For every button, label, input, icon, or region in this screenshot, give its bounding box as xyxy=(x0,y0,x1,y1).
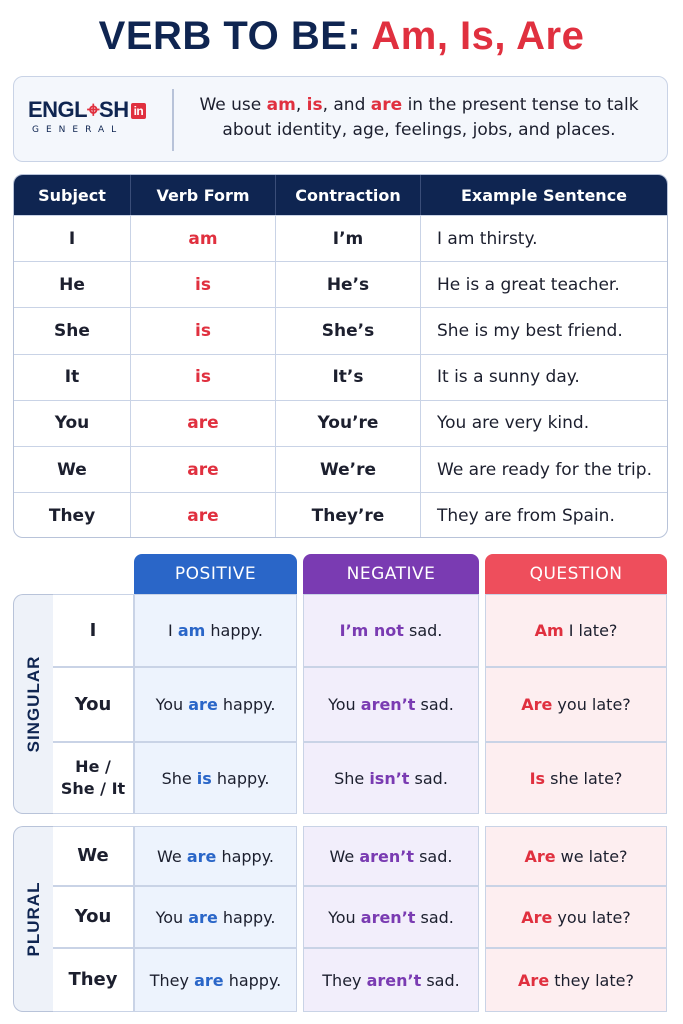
verb-form-cell: is xyxy=(131,262,276,307)
subject-cell: They xyxy=(14,493,131,538)
negative-cell xyxy=(303,826,479,886)
negative-pre: They xyxy=(322,970,367,990)
positive-verb: are xyxy=(194,970,224,990)
positive-verb: is xyxy=(196,768,212,788)
header-verb-form: Verb Form xyxy=(131,175,276,215)
negative-cell xyxy=(303,594,479,667)
plural-label: PLURAL xyxy=(23,881,43,957)
negative-cell xyxy=(303,742,479,814)
negative-pre: We xyxy=(329,846,360,866)
conjugation-rows xyxy=(14,215,667,538)
intro-are: are xyxy=(370,95,403,115)
table-row xyxy=(14,354,667,400)
logo-text-accent: SH xyxy=(99,97,129,122)
question-cell xyxy=(485,742,667,814)
title-part-1: VERB TO BE: xyxy=(98,14,372,58)
header-contraction: Contraction xyxy=(276,175,421,215)
positive-cell xyxy=(134,742,297,814)
negative-post: sad. xyxy=(421,970,460,990)
negative-post: sad. xyxy=(403,621,443,640)
negative-verb: aren’t xyxy=(360,907,416,927)
question-post: I late? xyxy=(563,621,618,640)
positive-pre: She xyxy=(161,768,197,788)
header-example: Example Sentence xyxy=(460,185,628,205)
positive-pre: You xyxy=(155,695,189,714)
negative-verb: isn’t xyxy=(369,768,410,788)
plural-group xyxy=(13,826,53,1012)
subject-label: We xyxy=(53,826,134,886)
example-cell: I am thirsty. xyxy=(437,228,538,249)
conjugation-header-row xyxy=(14,175,667,215)
example-cell: We are ready for the trip. xyxy=(437,459,652,480)
negative-post: sad. xyxy=(414,846,453,866)
table-row xyxy=(14,446,667,492)
positive-pre: I xyxy=(168,621,178,640)
intro-text xyxy=(184,93,654,143)
positive-post: happy. xyxy=(216,846,274,866)
negative-pre: You xyxy=(328,907,361,927)
negative-verb: aren’t xyxy=(359,846,414,866)
positive-pre: You xyxy=(155,907,189,927)
negative-post: sad. xyxy=(409,768,448,788)
intro-t2: , xyxy=(295,95,307,115)
question-cell xyxy=(485,886,667,948)
question-cell xyxy=(485,948,667,1012)
contraction-cell: It’s xyxy=(276,355,421,400)
subject-label: You xyxy=(53,667,134,742)
intro-is: is xyxy=(306,95,323,115)
intro-am: am xyxy=(266,95,296,115)
contraction-cell: You’re xyxy=(276,401,421,446)
question-verb: Is xyxy=(529,768,546,788)
question-verb: Are xyxy=(524,846,556,866)
table-row xyxy=(14,307,667,353)
subject-cell: I xyxy=(14,216,131,261)
negative-cell xyxy=(303,667,479,742)
contraction-cell: They’re xyxy=(276,493,421,538)
negative-header: NEGATIVE xyxy=(303,554,479,594)
header-subject: Subject xyxy=(14,175,131,215)
positive-cell xyxy=(134,886,297,948)
positive-verb: are xyxy=(188,695,218,714)
subject-label: You xyxy=(53,886,134,948)
positive-cell xyxy=(134,948,297,1012)
singular-label: SINGULAR xyxy=(23,655,43,753)
subject-label: He / She / It xyxy=(53,742,134,814)
question-post: you late? xyxy=(552,907,631,927)
intro-t3: , and xyxy=(322,95,371,115)
positive-verb: are xyxy=(188,907,218,927)
intro-divider xyxy=(172,89,174,151)
subject-cell: You xyxy=(14,401,131,446)
negative-pre: You xyxy=(328,695,361,714)
positive-verb: are xyxy=(186,846,217,866)
negative-pre: She xyxy=(334,768,370,788)
example-cell: It is a sunny day. xyxy=(437,367,580,388)
table-row xyxy=(14,492,667,538)
verb-form-cell: are xyxy=(131,493,276,538)
table-row xyxy=(14,400,667,446)
example-cell: He is a great teacher. xyxy=(437,274,620,295)
negative-post: sad. xyxy=(415,695,454,714)
title-part-2: Am, Is, Are xyxy=(371,14,585,58)
question-post: we late? xyxy=(555,846,628,866)
question-header: QUESTION xyxy=(485,554,667,594)
question-cell xyxy=(485,826,667,886)
question-verb: Are xyxy=(518,970,550,990)
negative-verb: aren’t xyxy=(366,970,422,990)
subject-cell: He xyxy=(14,262,131,307)
positive-cell xyxy=(134,826,297,886)
conjugation-table xyxy=(13,174,668,538)
negative-verb: aren’t xyxy=(360,695,416,714)
intro-box xyxy=(13,76,668,162)
question-post: you late? xyxy=(552,695,631,714)
positive-post: happy. xyxy=(217,695,276,714)
contraction-cell: We’re xyxy=(276,447,421,492)
question-cell xyxy=(485,594,667,667)
logo-pin-icon: ⌖ xyxy=(87,97,100,122)
positive-cell xyxy=(134,667,297,742)
intro-t4: in the present tense to talk about identity, age, feelings, jobs, and places. xyxy=(222,95,639,140)
logo-wordmark xyxy=(28,97,158,123)
question-verb: Are xyxy=(521,907,553,927)
example-cell: They are from Spain. xyxy=(437,505,615,526)
intro-t1: We use xyxy=(199,95,267,115)
question-verb: Are xyxy=(521,695,553,714)
contraction-cell: She’s xyxy=(276,308,421,353)
positive-cell xyxy=(134,594,297,667)
contraction-cell: He’s xyxy=(276,262,421,307)
question-cell xyxy=(485,667,667,742)
table-row xyxy=(14,261,667,307)
logo-subtitle: GENERAL xyxy=(32,125,124,135)
positive-post: happy. xyxy=(223,970,282,990)
verb-form-cell: are xyxy=(131,401,276,446)
contraction-cell: I’m xyxy=(276,216,421,261)
subject-cell: It xyxy=(14,355,131,400)
positive-header: POSITIVE xyxy=(134,554,297,594)
table-row xyxy=(14,215,667,261)
positive-post: happy. xyxy=(211,768,270,788)
positive-pre: We xyxy=(157,846,187,866)
singular-group xyxy=(13,594,53,814)
verb-form-cell: is xyxy=(131,308,276,353)
question-post: they late? xyxy=(549,970,634,990)
verb-form-cell: is xyxy=(131,355,276,400)
example-cell: She is my best friend. xyxy=(437,320,623,341)
positive-post: happy. xyxy=(205,621,263,640)
subject-label: They xyxy=(53,948,134,1012)
logo-text-main: ENGL xyxy=(28,97,88,122)
positive-post: happy. xyxy=(217,907,276,927)
positive-pre: They xyxy=(149,970,195,990)
logo-badge: in xyxy=(131,103,147,119)
verb-form-cell: are xyxy=(131,447,276,492)
verb-form-cell: am xyxy=(131,216,276,261)
question-post: she late? xyxy=(545,768,623,788)
negative-cell xyxy=(303,948,479,1012)
subject-cell: She xyxy=(14,308,131,353)
example-cell: You are very kind. xyxy=(437,413,590,434)
negative-post: sad. xyxy=(415,907,454,927)
subject-label: I xyxy=(53,594,134,667)
page-title xyxy=(0,14,683,59)
subject-cell: We xyxy=(14,447,131,492)
brand-logo xyxy=(28,97,158,143)
question-verb: Am xyxy=(534,621,564,640)
negative-cell xyxy=(303,886,479,948)
negative-verb: I’m not xyxy=(339,621,404,640)
positive-verb: am xyxy=(177,621,206,640)
